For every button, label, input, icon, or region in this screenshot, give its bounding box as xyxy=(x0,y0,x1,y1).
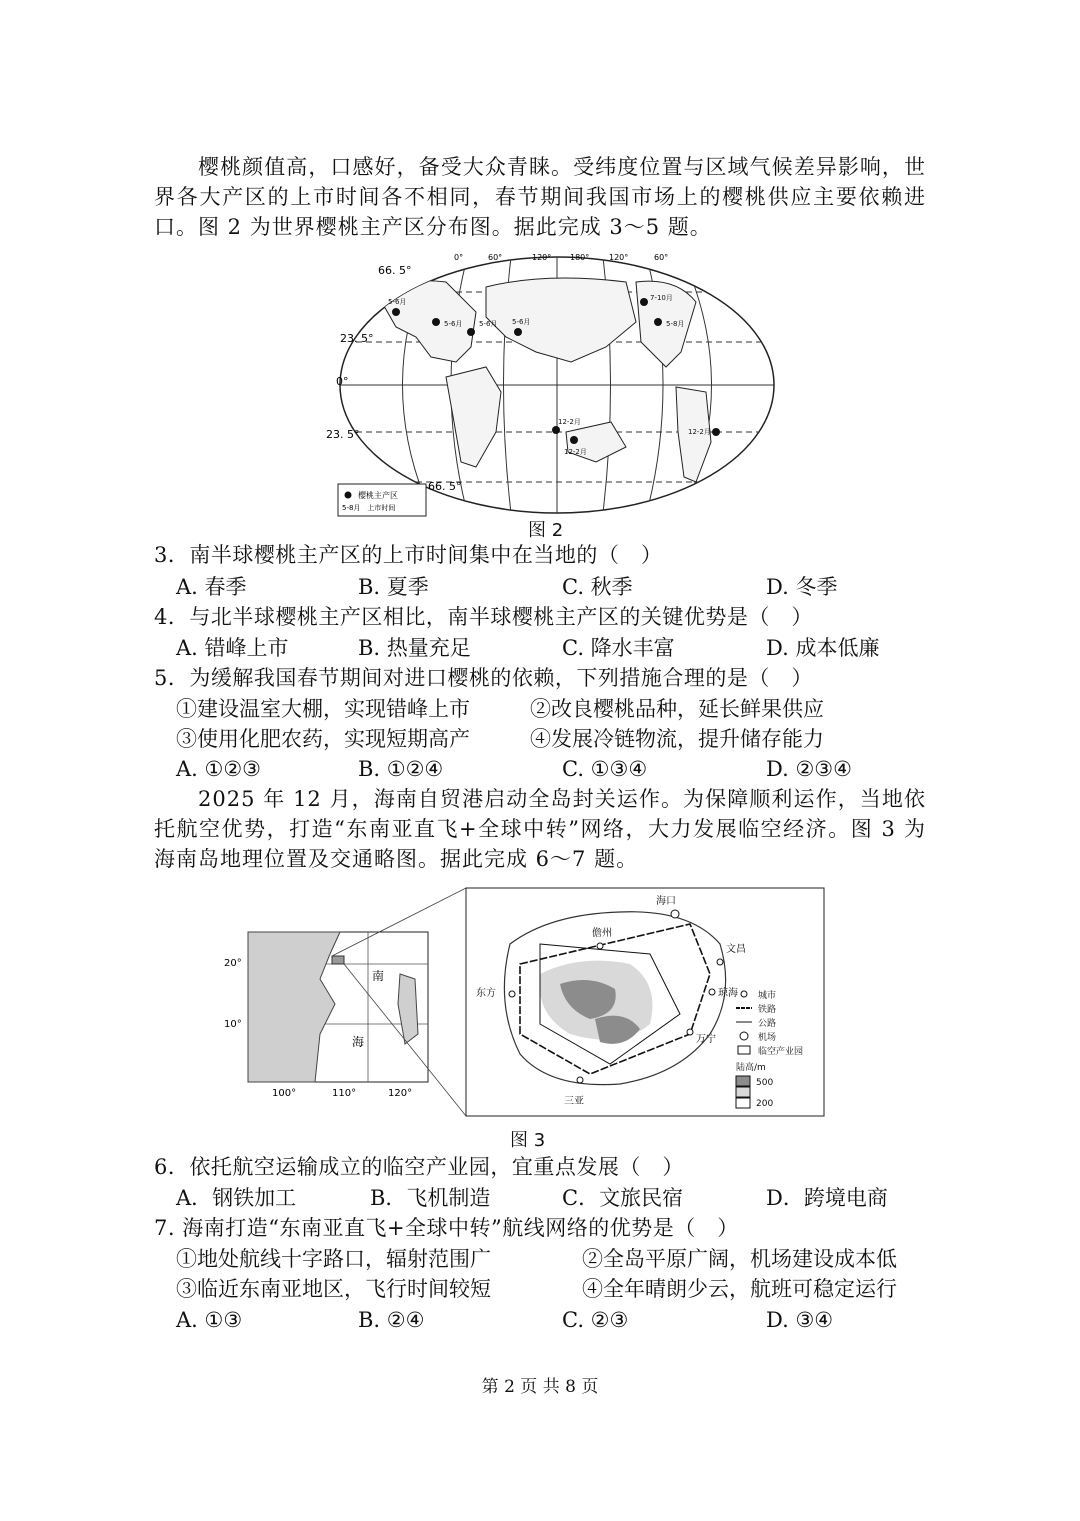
marker-label: 12-2月 xyxy=(564,448,587,456)
passage-cherry-text: 樱桃颜值高，口感好，备受大众青睐。受纬度位置与区域气候差异影响，世界各大产区的上市时间各不相同，春节期间我国市场上的樱桃供应主要依赖进口。图 2 为世界樱桃主产区分布图。据此完成 3～5 题。 xyxy=(154,155,926,239)
legend-park: 临空产业园 xyxy=(758,1047,804,1057)
inset-label-hai: 海 xyxy=(352,1035,365,1049)
cherry-marker xyxy=(570,436,578,444)
city-qionghai: 琼海 xyxy=(718,988,738,999)
city-haikou: 海口 xyxy=(656,896,676,907)
cherry-marker xyxy=(392,308,400,316)
q5-stem: 5．为缓解我国春节期间对进口樱桃的依赖，下列措施合理的是（ ） xyxy=(154,666,813,690)
cherry-marker xyxy=(514,328,522,336)
q3-option-b[interactable]: B. 夏季 xyxy=(358,575,429,599)
city-wanning: 万宁 xyxy=(696,1034,716,1045)
marker-label: 5-6月 xyxy=(444,320,463,328)
q3-option-a[interactable]: A. 春季 xyxy=(176,575,247,599)
marker-label: 5-8月 xyxy=(666,320,685,328)
q3-option-d[interactable]: D. 冬季 xyxy=(766,575,838,599)
page-footer: 第 2 页 共 8 页 xyxy=(481,1377,599,1397)
q5-option-a[interactable]: A. ①②③ xyxy=(176,757,261,781)
industrial-park-icon xyxy=(738,1046,750,1054)
q7-item-3: ③临近东南亚地区，飞行时间较短 xyxy=(176,1277,491,1301)
lon-label-60: 60° xyxy=(488,253,503,262)
inset-lon-120: 120° xyxy=(388,1088,413,1099)
marker-label: 5-6月 xyxy=(479,320,498,328)
q6-stem: 6．依托航空运输成立的临空产业园，宜重点发展（ ） xyxy=(154,1155,684,1179)
q7-item-1: ①地处航线十字路口，辐射范围广 xyxy=(176,1247,491,1271)
q5-item-2: ②改良樱桃品种，延长鲜果供应 xyxy=(530,697,824,721)
cherry-marker xyxy=(640,298,648,306)
lon-label-120w: 120° xyxy=(609,253,629,262)
legend-city: 城市 xyxy=(758,991,777,1001)
inset-label-nan: 南 xyxy=(372,969,385,983)
lon-label-180: 180° xyxy=(570,253,590,262)
figure3-caption: 图 3 xyxy=(510,1130,546,1151)
legend-item-label: 樱桃主产区 xyxy=(358,491,398,500)
q5-item-1: ①建设温室大棚，实现错峰上市 xyxy=(176,697,470,721)
legend-railway: 铁路 xyxy=(758,1005,777,1015)
inset-lon-100: 100° xyxy=(272,1088,297,1099)
legend-elev-title: 陆高/m xyxy=(736,1063,766,1073)
inset-lon-110: 110° xyxy=(332,1088,357,1099)
q4-stem: 4．与北半球樱桃主产区相比，南半球樱桃主产区的关键优势是（ ） xyxy=(154,605,813,629)
passage-hainan-text: 2025 年 12 月，海南自贸港启动全岛封关运作。为保障顺利运作，当地依托航空优势，打造“东南亚直飞+全球中转”网络，大力发展临空经济。图 3 为海南岛地理位置及交通略图。据此完成 6～7 题。 xyxy=(154,787,926,871)
lon-label-0: 0° xyxy=(454,253,464,262)
cherry-marker xyxy=(654,318,662,326)
city-sanya: 三亚 xyxy=(564,1096,584,1107)
q3-stem: 3．南半球樱桃主产区的上市时间集中在当地的（ ） xyxy=(154,543,663,567)
marker-label: 12-2月 xyxy=(688,428,711,436)
q5-option-c[interactable]: C. ①③④ xyxy=(562,757,648,781)
cherry-marker xyxy=(552,426,560,434)
q3-option-c[interactable]: C. 秋季 xyxy=(562,575,633,599)
q7-item-2: ②全岛平原广阔，机场建设成本低 xyxy=(582,1247,897,1271)
q6-option-d[interactable]: D．跨境电商 xyxy=(766,1186,888,1210)
marker-label: 5-6月 xyxy=(512,318,531,326)
q4-option-d[interactable]: D. 成本低廉 xyxy=(766,636,880,660)
q7-stem: 7. 海南打造“东南亚直飞+全球中转”航线网络的优势是（ ） xyxy=(154,1216,739,1240)
city-wenchang: 文昌 xyxy=(726,944,746,955)
legend-road: 公路 xyxy=(758,1019,777,1029)
lat-label-235n: 23. 5° xyxy=(340,332,374,345)
city-dongfang: 东方 xyxy=(476,988,496,999)
lat-label-0: 0° xyxy=(336,375,349,388)
lon-label-120: 120° xyxy=(532,253,552,262)
cherry-marker xyxy=(712,428,720,436)
lon-label-60w: 60° xyxy=(654,253,669,262)
q6-option-b[interactable]: B．飞机制造 xyxy=(370,1186,491,1210)
passage-hainan xyxy=(154,784,926,874)
marker-label: 12-2月 xyxy=(558,418,581,426)
q7-option-d[interactable]: D. ③④ xyxy=(766,1308,834,1332)
inset-lat-10: 10° xyxy=(224,1019,242,1030)
passage-cherry xyxy=(154,152,926,242)
lat-label-665n: 66. 5° xyxy=(378,264,412,277)
lat-label-665s: 66. 5° xyxy=(428,480,462,493)
inset-map xyxy=(224,932,428,1099)
figure3-hainan-map xyxy=(220,884,830,1120)
q5-item-4: ④发展冷链物流，提升储存能力 xyxy=(530,727,824,751)
marker-label: 7-10月 xyxy=(650,294,673,302)
legend-elev-500: 500 xyxy=(756,1078,774,1088)
q4-option-c[interactable]: C. 降水丰富 xyxy=(562,636,675,660)
lat-label-235s: 23. 5° xyxy=(326,428,360,441)
q6-option-a[interactable]: A．钢铁加工 xyxy=(176,1186,297,1210)
q5-option-b[interactable]: B. ①②④ xyxy=(358,757,444,781)
inset-lat-20: 20° xyxy=(224,958,242,969)
legend-airport: 机场 xyxy=(758,1033,777,1043)
cherry-marker xyxy=(467,328,475,336)
q7-option-c[interactable]: C. ②③ xyxy=(562,1308,629,1332)
q7-item-4: ④全年晴朗少云，航班可稳定运行 xyxy=(582,1277,897,1301)
airport-icon xyxy=(740,1032,748,1040)
q5-option-d[interactable]: D. ②③④ xyxy=(766,757,852,781)
city-danzhou: 儋州 xyxy=(592,928,612,939)
figure2-world-map xyxy=(326,252,778,518)
figure2-caption: 图 2 xyxy=(528,520,564,541)
legend-elev-200: 200 xyxy=(756,1099,774,1109)
q7-option-b[interactable]: B. ②④ xyxy=(358,1308,425,1332)
q5-item-3: ③使用化肥农药，实现短期高产 xyxy=(176,727,470,751)
legend-note-label: 5-8月 上市时间 xyxy=(342,504,396,512)
legend-cherry-icon xyxy=(345,492,352,499)
q6-option-c[interactable]: C．文旅民宿 xyxy=(562,1186,684,1210)
q4-option-b[interactable]: B. 热量充足 xyxy=(358,636,471,660)
cherry-marker xyxy=(432,318,440,326)
q7-option-a[interactable]: A. ①③ xyxy=(176,1308,243,1332)
marker-label: 5-6月 xyxy=(388,298,407,306)
q4-option-a[interactable]: A. 错峰上市 xyxy=(176,636,289,660)
